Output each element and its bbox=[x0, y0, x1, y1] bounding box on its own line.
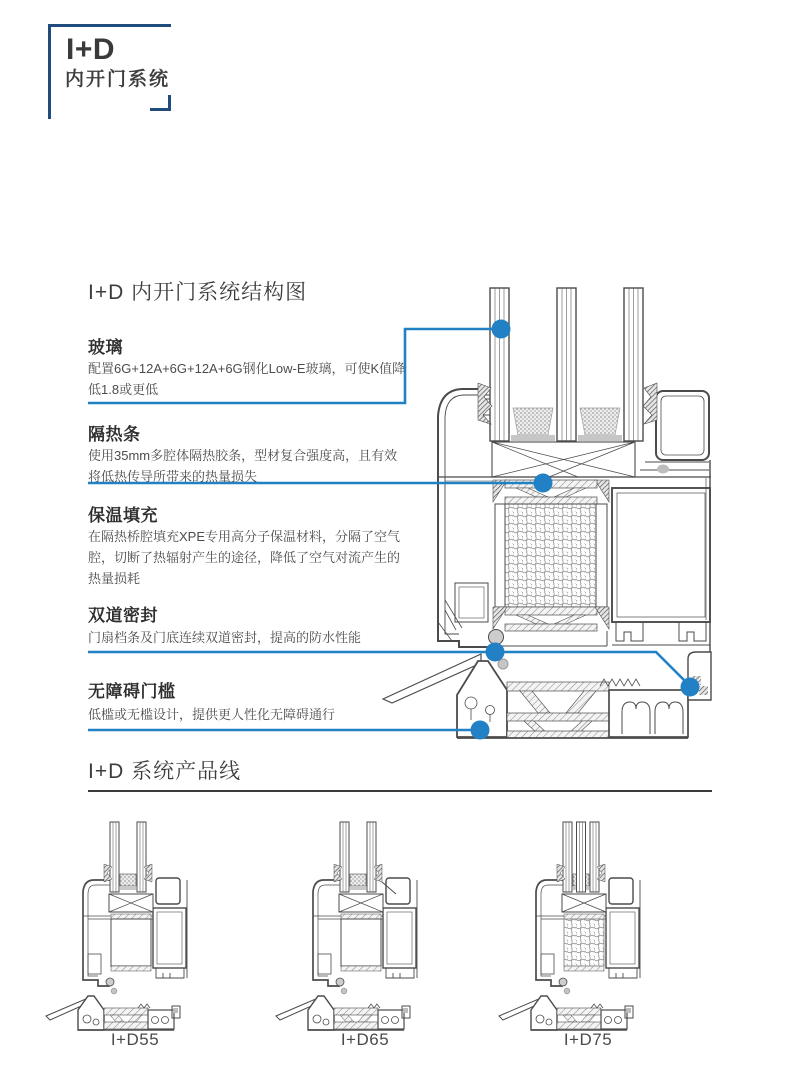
barrier-free-ramp bbox=[383, 654, 481, 703]
seal-gasket-upper bbox=[489, 630, 504, 645]
feature-title-barrier-free-sill: 无障碍门槛 bbox=[88, 682, 176, 701]
glass-leader-dot bbox=[492, 320, 511, 339]
double-seal-leader-dot-2 bbox=[681, 678, 700, 697]
feature-title-glass: 玻璃 bbox=[88, 338, 123, 357]
threshold-assembly bbox=[383, 652, 711, 738]
right-sash-profile bbox=[612, 391, 710, 652]
feature-title-double-seal: 双道密封 bbox=[88, 606, 158, 625]
feature-desc-barrier-free-sill: 低槛或无槛设计，提供更人性化无障碍通行 bbox=[88, 707, 336, 722]
triple-glazing bbox=[478, 288, 657, 441]
product-section-heading: I+D 系统产品线 bbox=[88, 760, 242, 783]
product-drawing-id65 bbox=[276, 822, 417, 1030]
double-seal-leader-line bbox=[88, 652, 690, 686]
feature-desc-double-seal: 门扇档条及门底连续双道密封，提高的防水性能 bbox=[88, 630, 362, 645]
product-label-id75: I+D75 bbox=[563, 1030, 613, 1049]
main-cross-section-drawing bbox=[383, 288, 711, 738]
product-label-id55: I+D55 bbox=[110, 1030, 160, 1049]
xpe-insulation-block bbox=[495, 504, 607, 607]
thermal-break-strips bbox=[493, 480, 609, 504]
thermal-break-strips-bottom bbox=[493, 607, 609, 646]
threshold-leader-dot bbox=[471, 721, 490, 740]
seal-gasket-lower bbox=[498, 659, 508, 669]
feature-title-insulation-fill: 保温填充 bbox=[88, 506, 158, 525]
feature-desc-glass: 配置6G+12A+6G+12A+6G钢化Low-E玻璃，可使K值降低1.8或更低 bbox=[88, 361, 406, 398]
structure-section-heading: I+D 内开门系统结构图 bbox=[88, 281, 308, 304]
section-divider bbox=[88, 790, 712, 792]
left-frame-profile bbox=[438, 389, 711, 647]
feature-title-thermal-strip: 隔热条 bbox=[88, 425, 141, 444]
feature-desc-insulation-fill: 在隔热桥腔填充XPE专用高分子保温材料，分隔了空气腔，切断了热辐射产生的途径，降低了空气对流产生的热量损耗 bbox=[88, 529, 401, 587]
logo-title: I+D bbox=[66, 33, 116, 66]
product-drawing-id55 bbox=[46, 822, 187, 1030]
feature-desc-thermal-strip: 使用35mm多腔体隔热胶条，型材复合强度高，且有效将低热传导所带来的热量损失 bbox=[88, 448, 398, 485]
product-label-id65: I+D65 bbox=[340, 1030, 390, 1049]
logo-subtitle: 内开门系统 bbox=[65, 69, 171, 90]
thermal-strip-leader-dot bbox=[534, 474, 553, 493]
double-seal-leader-dot-1 bbox=[486, 643, 505, 662]
product-drawing-id75 bbox=[499, 822, 640, 1030]
logo-corner-bracket bbox=[150, 95, 171, 111]
setting-block-box bbox=[492, 442, 635, 477]
